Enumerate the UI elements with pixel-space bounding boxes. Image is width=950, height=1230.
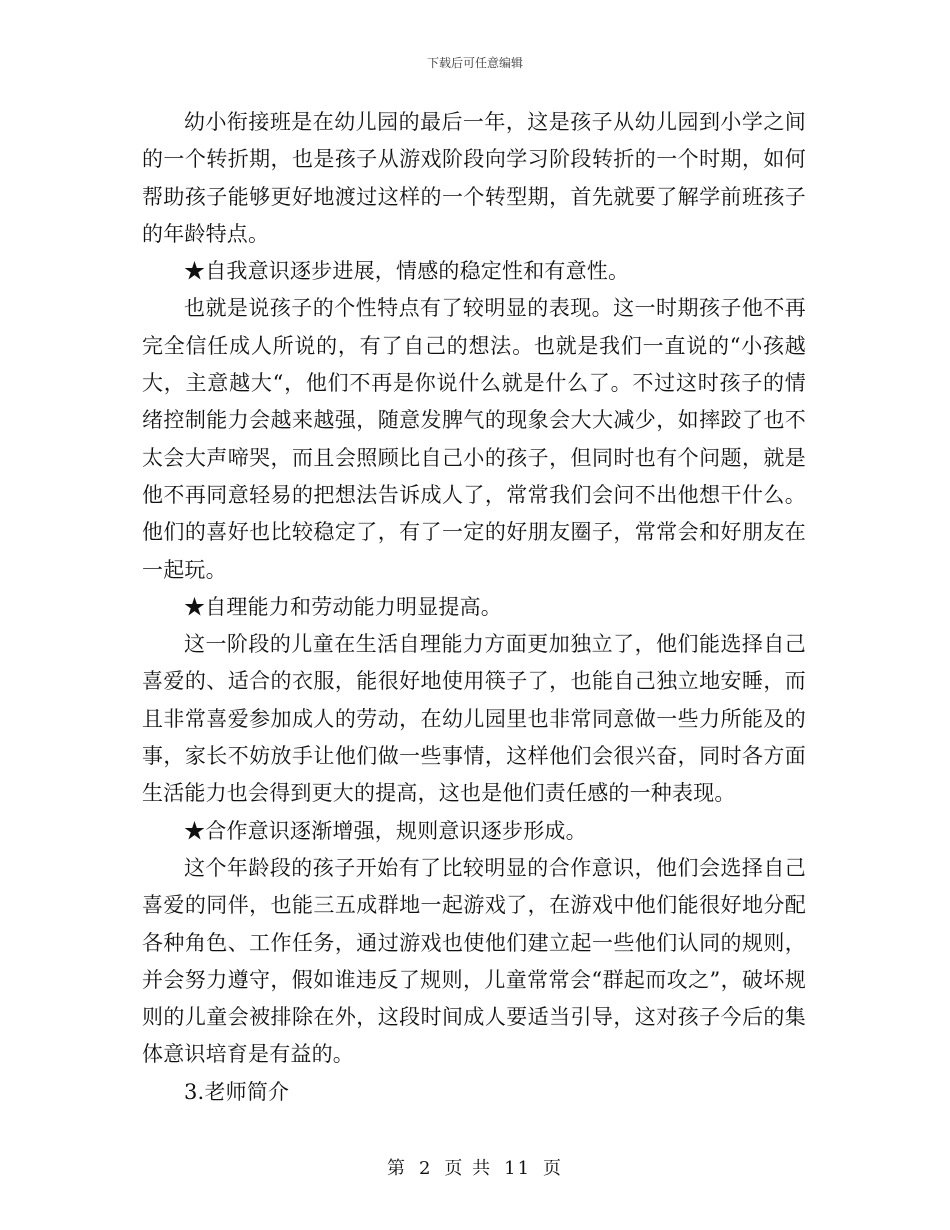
paragraph-self-awareness: 也就是说孩子的个性特点有了较明显的表现。这一时期孩子他不再完全信任成人所说的，有了自己的想法。也就是我们一直说的“小孩越大，主意越大“，他们不再是你说什么就是什么了。不过这时孩子的情绪控制能力会越来越强，随意发脾气的现象会大大减少，如摔跤了也不太会大声啼哭，而且会照顾比自己小的孩子，但同时也有个问题，就是他不再同意轻易的把想法告诉成人了，常常我们会问不出他想干什么。他们的喜好也比较稳定了，有了一定的好朋友圈子，常常会和好朋友在一起玩。 [142,296,806,582]
footer-prefix: 第 [386,1158,407,1179]
footer-suffix: 页 [543,1158,564,1179]
heading-self-awareness: ★自我意识逐步进展，情感的稳定性和有意性。 [184,259,630,284]
document-body [142,104,806,1111]
header-note: 下载后可任意编辑 [426,56,523,70]
paragraph-intro: 幼小衔接班是在幼儿园的最后一年，这是孩子从幼儿园到小学之间的一个转折期，也是孩子从游戏阶段向学习阶段转折的一个时期，如何帮助孩子能够更好地渡过这样的一个转型期，首先就要了解学前班孩子的年龄特点。 [142,110,806,246]
heading-teacher-intro: 3.老师简介 [184,1079,290,1104]
footer-middle: 页 共 [444,1158,493,1179]
paragraph-self-care: 这一阶段的儿童在生活自理能力方面更加独立了，他们能选择自己喜爱的、适合的衣服，能很好地使用筷子了，也能自己独立地安睡，而且非常喜爱参加成人的劳动，在幼儿园里也非常同意做一些力所能及的事，家长不妨放手让他们做一些事情，这样他们会很兴奋，同时各方面生活能力也会得到更大的提高，这也是他们责任感的一种表现。 [142,632,806,806]
footer-page-number: 2 [418,1158,433,1179]
heading-self-care: ★自理能力和劳动能力明显提高。 [184,594,502,619]
footer-total-pages: 11 [504,1158,532,1179]
page-footer [0,1154,950,1180]
paragraph-cooperation: 这个年龄段的孩子开始有了比较明显的合作意识，他们会选择自己喜爱的同伴，也能三五成群地一起游戏了，在游戏中他们能很好地分配各种角色、工作任务，通过游戏也使他们建立起一些他们认同的规则，并会努力遵守，假如谁违反了规则，儿童常常会“群起而攻之”，破坏规则的儿童会被排除在外，这段时间成人要适当引导，这对孩子今后的集体意识培育是有益的。 [142,855,806,1067]
heading-cooperation: ★合作意识逐渐增强，规则意识逐步形成。 [184,818,587,843]
